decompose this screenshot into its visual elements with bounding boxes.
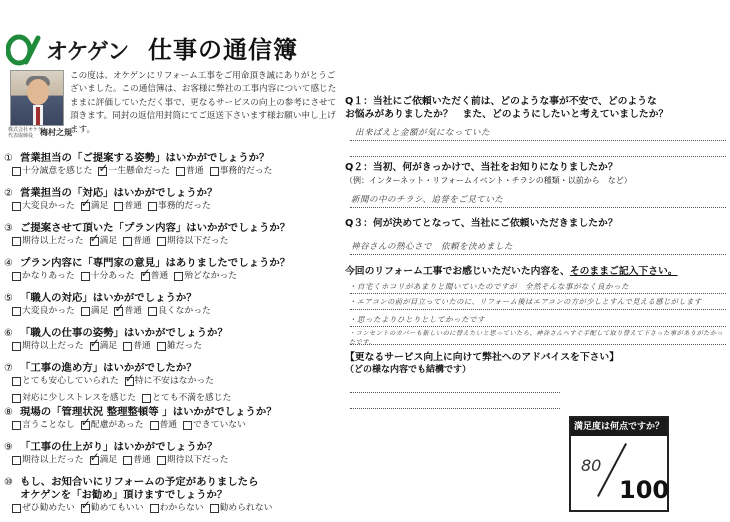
logo-mark-icon: [6, 34, 42, 66]
option-label: 良くなかった: [158, 306, 211, 316]
president-name: 梅村之規: [40, 128, 72, 137]
option-label: 普通: [159, 420, 178, 430]
question-text: [20, 476, 258, 502]
president-photo: [10, 70, 64, 126]
question-text: 営業担当の「ご提案する姿勢」はいかがでしょうか？: [20, 152, 270, 164]
option[interactable]: [150, 503, 204, 514]
checkbox-icon[interactable]: [12, 377, 21, 386]
question-item: [4, 327, 344, 362]
score-max: 100: [619, 476, 670, 504]
option[interactable]: [123, 341, 151, 352]
checked-checkbox-icon[interactable]: [98, 167, 107, 176]
comment-heading: [345, 263, 678, 277]
question-text: 営業担当の「対応」はいかがでしょうか？: [20, 187, 218, 199]
option-label: とても安心していられた: [22, 376, 119, 386]
option[interactable]: [123, 455, 151, 466]
option[interactable]: [12, 201, 75, 212]
intro-text: この度は、オケゲンにリフォーム工事をご用命頂き誠にありがとうございました。この通信簿は、お客様に弊社の工事内容について感じたままに評価していただく事で、更なるサービスの向上の参考にさせて頂きます。同封の返信用封筒にてご返送下さいます様お願い申し上げます。: [70, 71, 337, 135]
checked-checkbox-icon[interactable]: [125, 377, 134, 386]
question-text-line-2: オケゲンを「お勧め」頂けますでしょうか？: [20, 489, 228, 501]
checkbox-icon[interactable]: [12, 167, 21, 176]
checkbox-icon[interactable]: [123, 342, 132, 351]
answer-line: [350, 326, 726, 327]
checkbox-icon[interactable]: [12, 421, 21, 430]
option[interactable]: [157, 236, 229, 247]
option-label: 満足: [90, 306, 109, 316]
question-text: 「工事の進め方」はいかがでしたか？: [20, 362, 197, 374]
option[interactable]: [98, 166, 170, 177]
question-title: [4, 327, 344, 340]
option[interactable]: [176, 166, 204, 177]
option-label: 普通: [133, 455, 151, 465]
answer-line: [350, 293, 726, 294]
question-text: ご提案させて頂いた「プラン内容」はいかがでしょうか？: [20, 222, 291, 234]
question-options: [4, 420, 344, 431]
question-2-sub: （例：インターネット・リフォームイベント・チラシの種類・以前から など）: [345, 175, 632, 185]
option[interactable]: [12, 341, 84, 352]
question-options: [4, 271, 344, 282]
option-label: 普通: [124, 201, 143, 211]
question-1: [345, 96, 725, 121]
option-label: 普通: [185, 166, 204, 176]
option-label: 大変良かった: [22, 306, 75, 316]
question-text: 現場の「管理状況 整理整頓等 」はいかがでしょうか？: [20, 406, 277, 418]
question-1-line-1: Q１：当社にご依頼いただく前は、どのような事が不安で、どのような: [345, 96, 657, 107]
checkbox-icon[interactable]: [12, 237, 21, 246]
option[interactable]: [12, 166, 92, 177]
option-label: とても不満を感じた: [152, 393, 232, 403]
question-item: [4, 257, 344, 292]
option-label: わからない: [159, 503, 204, 513]
question-text: 「工事の仕上がり」はいかがでしょうか？: [20, 441, 218, 453]
checkbox-icon[interactable]: [142, 394, 151, 403]
checkbox-icon[interactable]: [150, 504, 159, 513]
option-label: 満足: [90, 201, 109, 211]
answer-line: [350, 207, 726, 208]
question-options: [4, 341, 344, 352]
checkbox-icon[interactable]: [210, 504, 219, 513]
comment-heading-text: 今回のリフォーム工事でお感じいただいた内容を、: [345, 266, 570, 277]
option-label: 勧められない: [219, 503, 273, 513]
question-number: ①: [4, 153, 13, 164]
checkbox-icon[interactable]: [114, 202, 123, 211]
question-options: [4, 376, 344, 404]
question-title: [4, 292, 344, 305]
option-label: 言うことなし: [22, 420, 75, 430]
score-value: 80: [581, 456, 602, 475]
question-title: [4, 362, 344, 375]
checkbox-icon[interactable]: [12, 504, 21, 513]
option-label: 期待以下だった: [166, 455, 229, 465]
question-item: [4, 292, 344, 327]
checkbox-icon[interactable]: [12, 202, 21, 211]
option[interactable]: [12, 455, 84, 466]
advice-sub: （どの様な内容でも結構です）: [345, 365, 472, 375]
option[interactable]: [81, 201, 109, 212]
option[interactable]: [114, 306, 142, 317]
comment-heading-underlined: そのままご記入下さい。: [569, 266, 678, 277]
question-number: ⑦: [4, 363, 13, 374]
option-label: かなりあった: [22, 271, 75, 281]
option-label: 期待以上だった: [22, 455, 84, 465]
checked-checkbox-icon[interactable]: [114, 307, 123, 316]
checked-checkbox-icon[interactable]: [90, 342, 99, 351]
option[interactable]: [148, 306, 211, 317]
question-2-line: Q２：当初、何がきっかけで、当社をお知りになりましたか？: [345, 162, 618, 173]
question-number: ⑩: [4, 477, 13, 488]
logo: [6, 32, 128, 68]
option[interactable]: [81, 306, 109, 317]
option-label: 期待以上だった: [22, 236, 84, 246]
checkbox-icon[interactable]: [157, 342, 166, 351]
option[interactable]: [174, 271, 237, 282]
option[interactable]: [150, 420, 178, 431]
checkbox-icon[interactable]: [148, 202, 157, 211]
checkbox-icon[interactable]: [123, 237, 132, 246]
question-title: [4, 152, 344, 165]
checkbox-icon[interactable]: [157, 237, 166, 246]
logo-text: オケゲン: [46, 39, 129, 65]
option[interactable]: [210, 166, 273, 177]
question-options: [4, 455, 344, 466]
satisfaction-score-box: [569, 416, 669, 512]
question-number: ⑨: [4, 442, 13, 453]
option[interactable]: [157, 455, 229, 466]
question-number: ⑧: [4, 407, 13, 418]
question-title: [4, 257, 344, 270]
advice-title: 【更なるサービス向上に向けて弊社へのアドバイスを下さい】: [345, 352, 620, 363]
option[interactable]: [123, 236, 151, 247]
option-label: 事務的だった: [158, 201, 211, 211]
checked-checkbox-icon[interactable]: [81, 504, 90, 513]
option-label: 期待以上だった: [22, 341, 84, 351]
option[interactable]: [148, 201, 211, 212]
checkbox-icon[interactable]: [81, 272, 90, 281]
checkbox-icon[interactable]: [12, 272, 21, 281]
question-title: [4, 476, 344, 502]
question-number: ⑥: [4, 328, 13, 339]
checkbox-icon[interactable]: [174, 272, 183, 281]
checkbox-icon[interactable]: [123, 456, 132, 465]
checkbox-icon[interactable]: [81, 307, 90, 316]
option-label: 期待以下だった: [166, 236, 229, 246]
question-number: ③: [4, 223, 13, 234]
option-label: 配慮があった: [90, 420, 144, 430]
checkbox-icon[interactable]: [210, 167, 219, 176]
advice-heading: [345, 352, 619, 376]
question-item: [4, 222, 344, 257]
checkbox-icon[interactable]: [176, 167, 185, 176]
option[interactable]: [81, 503, 144, 514]
question-title: [4, 187, 344, 200]
option[interactable]: [12, 271, 75, 282]
question-3: [345, 218, 725, 231]
page-title: 仕事の通信簿: [148, 36, 298, 64]
comment-3: ・思ったよりひとりとしてかったです: [349, 315, 485, 324]
question-number: ⑤: [4, 293, 13, 304]
checkbox-icon[interactable]: [183, 421, 192, 430]
option[interactable]: [114, 201, 142, 212]
question-item: [4, 362, 344, 406]
option-label: 対応に少しストレスを感じた: [22, 393, 137, 403]
question-title: [4, 441, 344, 454]
checked-checkbox-icon[interactable]: [141, 272, 150, 281]
option-label: 勧めてもいい: [90, 503, 144, 513]
question-item: [4, 441, 344, 476]
option[interactable]: [90, 455, 118, 466]
answer-2: 新聞の中のチラシ、追誉をご見ていた: [351, 195, 504, 205]
question-title: [4, 406, 344, 419]
option-label: 特に不安はなかった: [134, 376, 214, 386]
question-1-line-2: お悩みがありましたか？ また、どのようにしたいと考えていましたか？: [345, 108, 669, 120]
question-3-line: Q３：何が決めてとなって、当社にご依頼いただきましたか？: [345, 218, 618, 229]
question-text: 「職人の対応」はいかがでしょうか？: [20, 292, 197, 304]
question-number: ②: [4, 188, 13, 199]
option-label: できていない: [193, 420, 246, 430]
answer-line: [350, 408, 560, 409]
checkbox-icon[interactable]: [150, 421, 159, 430]
option-label: 満足: [99, 236, 118, 246]
option[interactable]: [90, 236, 118, 247]
option-label: 普通: [133, 236, 151, 246]
option-label: 雑だった: [166, 341, 203, 351]
option-label: 一生懸命だった: [108, 166, 170, 176]
answer-line: [350, 140, 726, 141]
right-column: [345, 0, 730, 522]
question-options: [4, 306, 344, 317]
option-label: 普通: [124, 306, 143, 316]
option[interactable]: [142, 393, 231, 404]
option[interactable]: [210, 503, 273, 514]
option[interactable]: [183, 420, 246, 431]
question-options: [4, 503, 344, 514]
checkbox-icon[interactable]: [12, 394, 21, 403]
answer-3: 神谷さんの熱心さで 依頼を決めました: [351, 242, 514, 252]
answer-line: [350, 156, 726, 157]
option[interactable]: [12, 306, 75, 317]
option[interactable]: [12, 393, 136, 404]
checked-checkbox-icon[interactable]: [81, 202, 90, 211]
question-options: [4, 201, 344, 212]
question-item: [4, 152, 344, 187]
question-list: [4, 152, 344, 522]
left-column: [0, 0, 345, 522]
option-label: 十分あった: [90, 271, 135, 281]
question-options: [4, 166, 344, 177]
option[interactable]: [141, 271, 169, 282]
checkbox-icon[interactable]: [157, 456, 166, 465]
answer-1: 出来ばえと金額が気になっていた: [355, 128, 491, 138]
checkbox-icon[interactable]: [12, 307, 21, 316]
option-label: 普通: [133, 341, 151, 351]
question-text-line-1: もし、お知合いにリフォームの予定がありましたら: [20, 476, 259, 488]
option-label: 普通: [150, 271, 169, 281]
question-title: [4, 222, 344, 235]
checkbox-icon[interactable]: [148, 307, 157, 316]
option-label: ぜひ勧めたい: [22, 503, 75, 513]
president-role: 株式会社オケゲン 代表取締役: [8, 127, 48, 139]
option-label: 事務的だった: [219, 166, 273, 176]
checkbox-icon[interactable]: [12, 456, 21, 465]
question-2: [345, 162, 725, 187]
option[interactable]: [157, 341, 202, 352]
answer-line: [350, 254, 726, 255]
option[interactable]: [12, 503, 75, 514]
option[interactable]: [12, 420, 75, 431]
question-options: [4, 236, 344, 247]
comment-4: ・コンセントのカバーも新しいのに替えたいと思っていたら、神谷さんへすぐ手配して取り替えて下さった事がありがたかったです。: [349, 330, 724, 346]
option-label: 満足: [99, 341, 118, 351]
checkbox-icon[interactable]: [12, 342, 21, 351]
comment-1: ・自宅くホコリがあまりと聞いていたのですが 全然そんな事がなく良かった: [349, 282, 629, 291]
checked-checkbox-icon[interactable]: [90, 237, 99, 246]
option[interactable]: [81, 271, 135, 282]
question-item: [4, 406, 344, 441]
option-label: 十分誠意を感じた: [22, 166, 93, 176]
score-heading: 満足度は何点ですか？: [571, 418, 667, 436]
option-label: 満足: [99, 455, 118, 465]
option-label: 大変良かった: [22, 201, 75, 211]
question-item: [4, 476, 344, 522]
checked-checkbox-icon[interactable]: [90, 456, 99, 465]
comment-2: ・エアコンの前が目立っていたのに、リフォーム後はエアコンの方が少しとすんで見える感じがします: [349, 297, 702, 306]
question-text: プラン内容に「専門家の意見」はありましたでしょうか？: [20, 257, 291, 269]
answer-line: [350, 309, 726, 310]
checked-checkbox-icon[interactable]: [81, 421, 90, 430]
answer-line: [350, 344, 726, 345]
option[interactable]: [12, 376, 119, 387]
question-item: [4, 187, 344, 222]
question-number: ④: [4, 258, 13, 269]
option[interactable]: [90, 341, 118, 352]
answer-line: [350, 392, 560, 393]
option[interactable]: [12, 236, 84, 247]
option[interactable]: [81, 420, 144, 431]
question-text: 「職人の仕事の姿勢」はいかがでしょうか？: [20, 327, 228, 339]
option-label: 殆どなかった: [184, 271, 238, 281]
option[interactable]: [125, 376, 214, 387]
